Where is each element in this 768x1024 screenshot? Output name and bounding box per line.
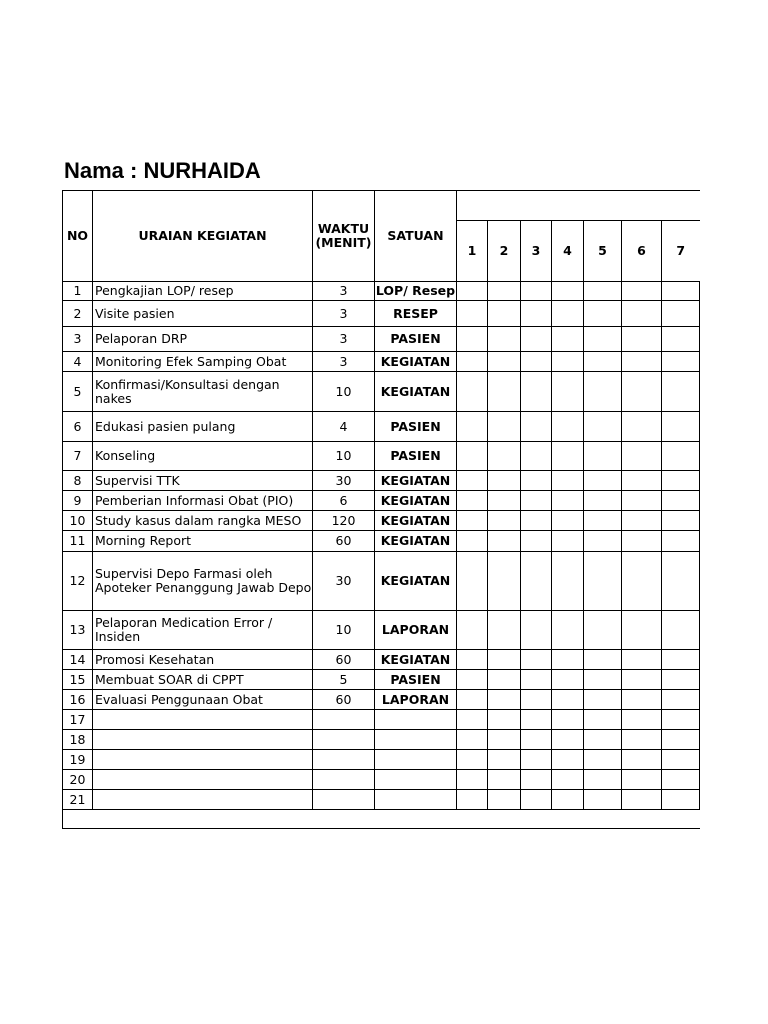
row-no: 4 — [63, 352, 93, 372]
row-no: 3 — [63, 327, 93, 352]
day-cell-4 — [552, 611, 584, 650]
row-waktu — [313, 730, 375, 750]
day-cell-4 — [552, 690, 584, 710]
day-cell-4 — [552, 301, 584, 327]
day-cell-4 — [552, 710, 584, 730]
day-cell-5 — [584, 690, 622, 710]
day-cell-5 — [584, 412, 622, 442]
table-row — [63, 770, 700, 790]
row-uraian: Konfirmasi/Konsultasi dengan nakes — [93, 372, 313, 412]
day-cell-5 — [584, 301, 622, 327]
day-cell-5 — [584, 372, 622, 412]
row-satuan — [375, 710, 457, 730]
day-cell-7 — [662, 442, 700, 471]
day-cell-1 — [457, 352, 488, 372]
day-cell-7 — [662, 282, 700, 301]
day-cell-2 — [488, 730, 521, 750]
day-cell-7 — [662, 770, 700, 790]
day-cell-4 — [552, 372, 584, 412]
table-row — [63, 730, 700, 750]
row-waktu: 6 — [313, 491, 375, 511]
day-cell-5 — [584, 670, 622, 690]
activity-table — [62, 190, 700, 829]
header-waktu-line1: WAKTU — [317, 221, 370, 236]
day-cell-6 — [622, 552, 662, 611]
day-cell-3 — [521, 531, 552, 552]
row-satuan: KEGIATAN — [375, 511, 457, 531]
day-cell-6 — [622, 690, 662, 710]
table-row — [63, 491, 700, 511]
day-cell-1 — [457, 730, 488, 750]
row-satuan: KEGIATAN — [375, 531, 457, 552]
day-cell-5 — [584, 790, 622, 810]
day-cell-7 — [662, 611, 700, 650]
day-cell-7 — [662, 670, 700, 690]
day-cell-5 — [584, 491, 622, 511]
day-cell-7 — [662, 301, 700, 327]
row-waktu: 4 — [313, 412, 375, 442]
day-cell-6 — [622, 327, 662, 352]
day-cell-3 — [521, 650, 552, 670]
day-cell-3 — [521, 412, 552, 442]
table-footer-row — [63, 810, 700, 829]
day-cell-1 — [457, 491, 488, 511]
header-day-7: 7 — [662, 221, 700, 282]
row-waktu — [313, 750, 375, 770]
page-title: Nama : NURHAIDA — [64, 158, 261, 183]
row-waktu: 120 — [313, 511, 375, 531]
row-uraian — [93, 770, 313, 790]
row-no: 15 — [63, 670, 93, 690]
day-cell-2 — [488, 491, 521, 511]
day-cell-3 — [521, 710, 552, 730]
day-cell-1 — [457, 770, 488, 790]
row-satuan: KEGIATAN — [375, 552, 457, 611]
row-uraian: Konseling — [93, 442, 313, 471]
day-cell-3 — [521, 471, 552, 491]
day-cell-6 — [622, 710, 662, 730]
row-uraian: Visite pasien — [93, 301, 313, 327]
header-uraian-kegiatan: URAIAN KEGIATAN — [93, 191, 313, 282]
day-cell-2 — [488, 301, 521, 327]
day-cell-6 — [622, 611, 662, 650]
table-row — [63, 690, 700, 710]
header-day-6: 6 — [622, 221, 662, 282]
day-cell-1 — [457, 552, 488, 611]
day-cell-4 — [552, 282, 584, 301]
day-cell-7 — [662, 690, 700, 710]
day-cell-5 — [584, 552, 622, 611]
day-cell-3 — [521, 301, 552, 327]
day-cell-3 — [521, 552, 552, 611]
day-cell-6 — [622, 412, 662, 442]
row-uraian: Pelaporan DRP — [93, 327, 313, 352]
day-cell-2 — [488, 790, 521, 810]
day-cell-3 — [521, 442, 552, 471]
row-uraian: Pengkajian LOP/ resep — [93, 282, 313, 301]
row-uraian: Supervisi TTK — [93, 471, 313, 491]
day-cell-4 — [552, 552, 584, 611]
table-row — [63, 552, 700, 611]
table-row — [63, 372, 700, 412]
table-row — [63, 352, 700, 372]
row-waktu: 30 — [313, 552, 375, 611]
row-uraian — [93, 710, 313, 730]
row-satuan: PASIEN — [375, 327, 457, 352]
day-cell-6 — [622, 372, 662, 412]
header-waktu-line2: (MENIT) — [315, 235, 372, 250]
row-waktu: 5 — [313, 670, 375, 690]
row-satuan: PASIEN — [375, 442, 457, 471]
day-cell-3 — [521, 750, 552, 770]
row-uraian — [93, 790, 313, 810]
day-cell-1 — [457, 750, 488, 770]
row-no: 19 — [63, 750, 93, 770]
row-satuan — [375, 750, 457, 770]
day-cell-3 — [521, 790, 552, 810]
row-satuan: KEGIATAN — [375, 372, 457, 412]
day-cell-5 — [584, 710, 622, 730]
day-cell-5 — [584, 650, 622, 670]
day-cell-5 — [584, 352, 622, 372]
day-cell-2 — [488, 770, 521, 790]
row-satuan: LAPORAN — [375, 690, 457, 710]
row-waktu — [313, 710, 375, 730]
table-row — [63, 442, 700, 471]
day-cell-7 — [662, 412, 700, 442]
day-cell-6 — [622, 531, 662, 552]
header-waktu — [313, 191, 375, 282]
row-waktu: 10 — [313, 442, 375, 471]
row-uraian: Promosi Kesehatan — [93, 650, 313, 670]
row-waktu: 3 — [313, 282, 375, 301]
table-row — [63, 710, 700, 730]
day-cell-2 — [488, 471, 521, 491]
day-cell-7 — [662, 790, 700, 810]
row-no: 21 — [63, 790, 93, 810]
day-cell-2 — [488, 611, 521, 650]
day-cell-7 — [662, 650, 700, 670]
day-cell-4 — [552, 770, 584, 790]
header-day-1: 1 — [457, 221, 488, 282]
day-cell-5 — [584, 327, 622, 352]
row-waktu: 30 — [313, 471, 375, 491]
row-waktu: 3 — [313, 327, 375, 352]
day-cell-7 — [662, 730, 700, 750]
row-no: 17 — [63, 710, 93, 730]
row-uraian: Edukasi pasien pulang — [93, 412, 313, 442]
table-row — [63, 531, 700, 552]
day-cell-6 — [622, 670, 662, 690]
day-cell-7 — [662, 372, 700, 412]
day-cell-1 — [457, 511, 488, 531]
day-cell-7 — [662, 491, 700, 511]
day-cell-6 — [622, 471, 662, 491]
day-cell-3 — [521, 670, 552, 690]
row-no: 2 — [63, 301, 93, 327]
day-cell-3 — [521, 511, 552, 531]
day-cell-3 — [521, 770, 552, 790]
row-no: 5 — [63, 372, 93, 412]
day-cell-7 — [662, 750, 700, 770]
day-cell-4 — [552, 790, 584, 810]
day-cell-3 — [521, 372, 552, 412]
day-cell-4 — [552, 412, 584, 442]
row-satuan: PASIEN — [375, 670, 457, 690]
row-uraian: Evaluasi Penggunaan Obat — [93, 690, 313, 710]
day-cell-6 — [622, 301, 662, 327]
day-cell-2 — [488, 352, 521, 372]
day-cell-4 — [552, 491, 584, 511]
day-cell-3 — [521, 611, 552, 650]
row-satuan: KEGIATAN — [375, 650, 457, 670]
row-satuan: RESEP — [375, 301, 457, 327]
activity-sheet — [62, 190, 700, 829]
day-cell-3 — [521, 327, 552, 352]
day-cell-1 — [457, 670, 488, 690]
day-cell-6 — [622, 770, 662, 790]
day-cell-4 — [552, 442, 584, 471]
day-cell-6 — [622, 750, 662, 770]
header-days-group — [457, 191, 700, 221]
day-cell-5 — [584, 282, 622, 301]
row-uraian: Study kasus dalam rangka MESO — [93, 511, 313, 531]
row-satuan: KEGIATAN — [375, 491, 457, 511]
day-cell-6 — [622, 650, 662, 670]
day-cell-4 — [552, 750, 584, 770]
table-row — [63, 471, 700, 491]
header-day-3: 3 — [521, 221, 552, 282]
day-cell-3 — [521, 491, 552, 511]
table-row — [63, 750, 700, 770]
day-cell-2 — [488, 327, 521, 352]
day-cell-1 — [457, 611, 488, 650]
day-cell-1 — [457, 412, 488, 442]
row-no: 13 — [63, 611, 93, 650]
table-row — [63, 670, 700, 690]
day-cell-5 — [584, 511, 622, 531]
day-cell-2 — [488, 531, 521, 552]
day-cell-4 — [552, 511, 584, 531]
day-cell-6 — [622, 511, 662, 531]
row-no: 16 — [63, 690, 93, 710]
row-waktu: 10 — [313, 372, 375, 412]
row-no: 1 — [63, 282, 93, 301]
header-satuan: SATUAN — [375, 191, 457, 282]
day-cell-5 — [584, 730, 622, 750]
day-cell-4 — [552, 471, 584, 491]
day-cell-2 — [488, 690, 521, 710]
day-cell-1 — [457, 650, 488, 670]
table-row — [63, 650, 700, 670]
row-uraian: Pelaporan Medication Error / Insiden — [93, 611, 313, 650]
day-cell-6 — [622, 790, 662, 810]
day-cell-7 — [662, 710, 700, 730]
day-cell-1 — [457, 301, 488, 327]
row-satuan — [375, 790, 457, 810]
row-satuan: LOP/ Resep — [375, 282, 457, 301]
day-cell-1 — [457, 471, 488, 491]
row-no: 14 — [63, 650, 93, 670]
row-waktu: 3 — [313, 352, 375, 372]
table-row — [63, 790, 700, 810]
day-cell-4 — [552, 531, 584, 552]
day-cell-3 — [521, 282, 552, 301]
header-no: NO — [63, 191, 93, 282]
day-cell-2 — [488, 511, 521, 531]
day-cell-6 — [622, 491, 662, 511]
row-satuan — [375, 730, 457, 750]
day-cell-1 — [457, 282, 488, 301]
day-cell-4 — [552, 670, 584, 690]
row-satuan: KEGIATAN — [375, 471, 457, 491]
row-waktu: 60 — [313, 690, 375, 710]
day-cell-7 — [662, 511, 700, 531]
day-cell-5 — [584, 531, 622, 552]
row-uraian: Supervisi Depo Farmasi oleh Apoteker Penanggung Jawab Depo — [93, 552, 313, 611]
row-uraian: Membuat SOAR di CPPT — [93, 670, 313, 690]
day-cell-2 — [488, 710, 521, 730]
day-cell-4 — [552, 650, 584, 670]
row-uraian: Pemberian Informasi Obat (PIO) — [93, 491, 313, 511]
day-cell-6 — [622, 730, 662, 750]
row-no: 8 — [63, 471, 93, 491]
header-day-5: 5 — [584, 221, 622, 282]
day-cell-5 — [584, 471, 622, 491]
table-row — [63, 511, 700, 531]
table-row — [63, 412, 700, 442]
table-row — [63, 282, 700, 301]
day-cell-5 — [584, 750, 622, 770]
row-waktu — [313, 790, 375, 810]
row-waktu: 10 — [313, 611, 375, 650]
row-satuan — [375, 770, 457, 790]
day-cell-5 — [584, 770, 622, 790]
day-cell-2 — [488, 552, 521, 611]
row-uraian: Monitoring Efek Samping Obat — [93, 352, 313, 372]
row-waktu: 60 — [313, 531, 375, 552]
row-no: 11 — [63, 531, 93, 552]
day-cell-5 — [584, 611, 622, 650]
row-uraian: Morning Report — [93, 531, 313, 552]
day-cell-2 — [488, 750, 521, 770]
day-cell-7 — [662, 471, 700, 491]
day-cell-1 — [457, 372, 488, 412]
day-cell-4 — [552, 730, 584, 750]
row-satuan: KEGIATAN — [375, 352, 457, 372]
table-row — [63, 301, 700, 327]
row-waktu: 3 — [313, 301, 375, 327]
table-row — [63, 327, 700, 352]
row-no: 18 — [63, 730, 93, 750]
row-uraian — [93, 730, 313, 750]
day-cell-7 — [662, 327, 700, 352]
row-waktu — [313, 770, 375, 790]
day-cell-7 — [662, 352, 700, 372]
day-cell-1 — [457, 442, 488, 471]
day-cell-3 — [521, 352, 552, 372]
day-cell-1 — [457, 710, 488, 730]
day-cell-6 — [622, 442, 662, 471]
day-cell-6 — [622, 352, 662, 372]
day-cell-6 — [622, 282, 662, 301]
header-day-4: 4 — [552, 221, 584, 282]
row-no: 9 — [63, 491, 93, 511]
day-cell-1 — [457, 690, 488, 710]
table-row — [63, 611, 700, 650]
day-cell-4 — [552, 327, 584, 352]
day-cell-2 — [488, 442, 521, 471]
row-satuan: LAPORAN — [375, 611, 457, 650]
day-cell-1 — [457, 531, 488, 552]
row-satuan: PASIEN — [375, 412, 457, 442]
day-cell-2 — [488, 372, 521, 412]
day-cell-7 — [662, 552, 700, 611]
row-no: 6 — [63, 412, 93, 442]
day-cell-2 — [488, 670, 521, 690]
row-no: 7 — [63, 442, 93, 471]
day-cell-2 — [488, 412, 521, 442]
row-uraian — [93, 750, 313, 770]
day-cell-5 — [584, 442, 622, 471]
day-cell-2 — [488, 650, 521, 670]
day-cell-7 — [662, 531, 700, 552]
row-no: 12 — [63, 552, 93, 611]
row-no: 10 — [63, 511, 93, 531]
day-cell-4 — [552, 352, 584, 372]
day-cell-1 — [457, 790, 488, 810]
row-waktu: 60 — [313, 650, 375, 670]
day-cell-1 — [457, 327, 488, 352]
day-cell-3 — [521, 730, 552, 750]
row-no: 20 — [63, 770, 93, 790]
header-day-2: 2 — [488, 221, 521, 282]
day-cell-3 — [521, 690, 552, 710]
day-cell-2 — [488, 282, 521, 301]
